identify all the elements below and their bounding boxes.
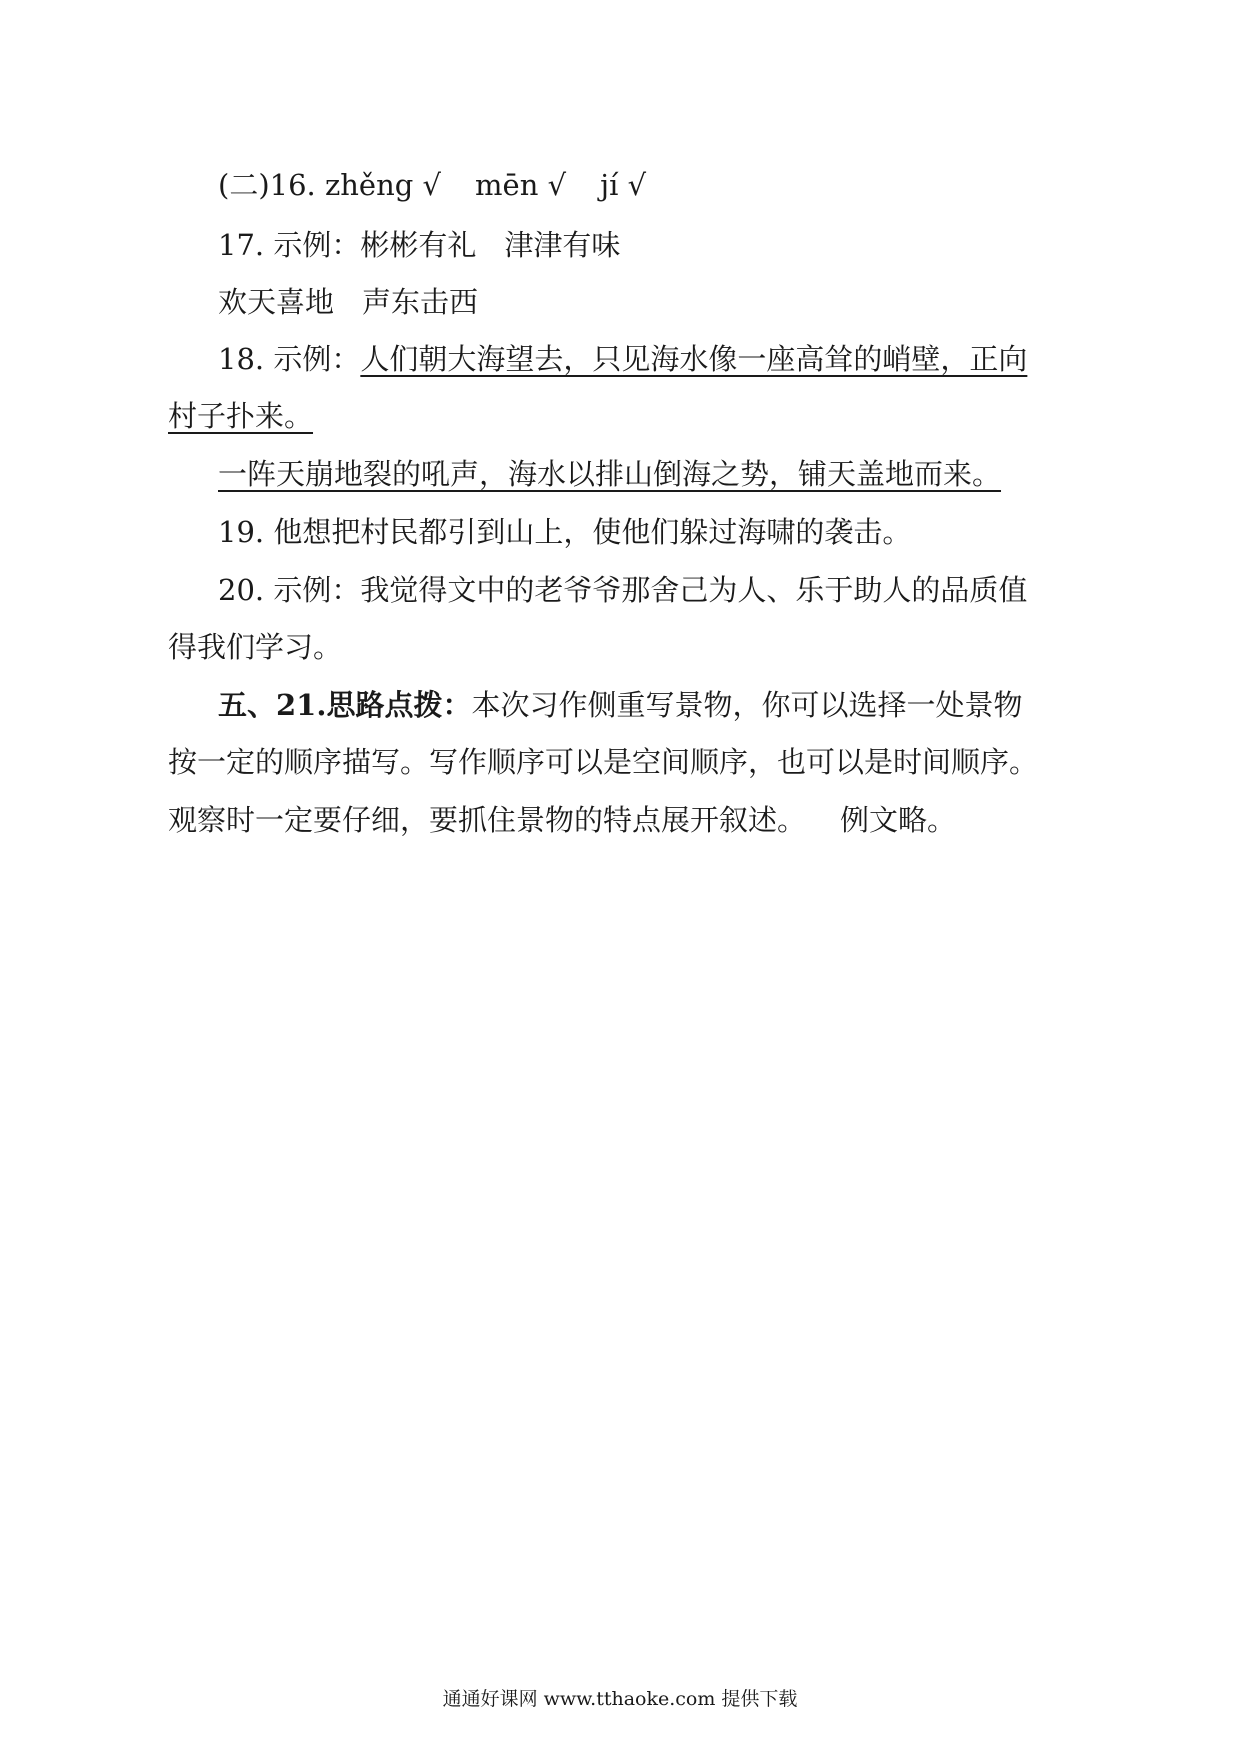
q18-line-2 bbox=[168, 396, 313, 436]
q21-text-part-1: 本次习作侧重写景物，你可以选择一处景物 bbox=[471, 688, 1023, 722]
q19-answer: 他想把村民都引到山上，使他们躲过海啸的袭击。 bbox=[273, 515, 912, 549]
q21-text-part-2: 按一定的顺序描写。写作顺序可以是空间顺序，也可以是时间顺序。 bbox=[168, 745, 1039, 779]
q18-line-3 bbox=[218, 454, 1001, 494]
q16-prefix: (二)16. bbox=[218, 168, 325, 202]
q16-line bbox=[218, 165, 646, 205]
q20-line-1 bbox=[218, 570, 1027, 610]
q21-line-3 bbox=[168, 800, 956, 840]
q20-label: 20. 示例： bbox=[218, 573, 361, 607]
q21-label: 五、21.思路点拨： bbox=[218, 688, 472, 722]
q21-text-part-3: 观察时一定要仔细，要抓住景物的特点展开叙述。 bbox=[168, 803, 807, 837]
q17-idiom-2: 津津有味 bbox=[504, 228, 621, 262]
q21-line-1 bbox=[218, 685, 1022, 725]
q17-idiom-3: 欢天喜地 bbox=[218, 285, 335, 319]
q19-line bbox=[218, 512, 911, 552]
q18-label: 18. 示例： bbox=[218, 342, 361, 376]
q17-label: 17. 示例： bbox=[218, 228, 361, 262]
q18-sentence-part-2: 村子扑来。 bbox=[168, 399, 314, 433]
q19-label: 19. bbox=[218, 515, 274, 549]
q18-line-1 bbox=[218, 339, 1027, 379]
page-footer: 通通好课网 www.tthaoke.com 提供下载 bbox=[442, 1688, 798, 1710]
q21-line-2 bbox=[168, 742, 1038, 782]
q18-sentence-part-1: 人们朝大海望去，只见海水像一座高耸的峭壁，正向 bbox=[360, 342, 1028, 376]
q17-idiom-4: 声东击西 bbox=[362, 285, 479, 319]
q17-line-1 bbox=[218, 225, 620, 265]
q16-item-2: mēn √ bbox=[475, 168, 567, 202]
q18-sentence-2: 一阵天崩地裂的吼声，海水以排山倒海之势，铺天盖地而来。 bbox=[218, 457, 1002, 491]
q17-line-2 bbox=[218, 282, 478, 322]
q16-item-1: zhěng √ bbox=[324, 168, 442, 202]
q16-item-3: jí √ bbox=[600, 168, 647, 202]
q17-idiom-1: 彬彬有礼 bbox=[360, 228, 477, 262]
q20-line-2 bbox=[168, 627, 342, 667]
q20-answer-part-2: 得我们学习。 bbox=[168, 630, 343, 664]
q20-answer-part-1: 我觉得文中的老爷爷那舍己为人、乐于助人的品质值 bbox=[360, 573, 1028, 607]
q21-sample-essay-note: 例文略。 bbox=[840, 803, 957, 837]
